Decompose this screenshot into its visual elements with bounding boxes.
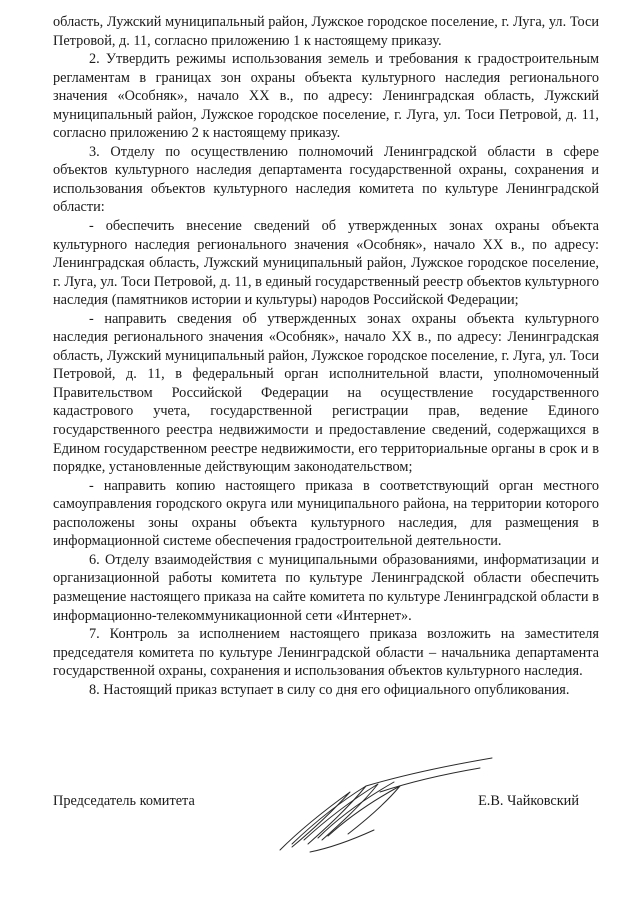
- paragraph: 2. Утвердить режимы использования земель и требования к градостроительным регламентам в границах зон охраны объекта культурного наследия регионального значения «Особняк», начало XX в., по адресу: Ленинградская область, Лужский муниципальный район, Лужское городское поселение, г. Луга, ул. Тоси Петровой, д. 11, согласно приложению 2 к настоящему приказу.: [53, 51, 599, 142]
- document-body: [53, 13, 599, 699]
- paragraph: область, Лужский муниципальный район, Лужское городское поселение, г. Луга, ул. Тоси Петровой, д. 11, согласно приложению 1 к настоящему приказу.: [53, 14, 599, 49]
- paragraph: 8. Настоящий приказ вступает в силу со дня его официального опубликования.: [89, 681, 570, 698]
- paragraph: 6. Отделу взаимодействия с муниципальными образованиями, информатизации и организационной работы комитета по культуре Ленинградской области обеспечить размещение настоящего приказа на сайте комитета по культуре Ленинградской области в информационно-телекоммуникационной сети «Интернет».: [53, 551, 599, 624]
- paragraph: - направить сведения об утвержденных зонах охраны объекта культурного наследия регионального значения «Особняк», начало XX в., по адресу: Ленинградская область, Лужский муниципальный район, Лужское городское поселение, г. Луга, ул. Тоси Петровой, д. 11, в федеральный орган исполнительной власти, уполномоченный Правительством Российской Федерации на осуществление государственного кадастрового учета, государственной регистрации прав, ведение Единого государственного реестра недвижимости и предоставление сведений, содержащихся в Едином государственном реестре недвижимости, его территориальные органы в срок и в порядке, установленные действующим законодательством;: [53, 310, 599, 476]
- signature-block: [53, 793, 599, 817]
- paragraph: - обеспечить внесение сведений об утвержденных зонах охраны объекта культурного наследия регионального значения «Особняк», начало XX в., по адресу: Ленинградская область, Лужский муниципальный район, Лужское городское поселение, г. Луга, ул. Тоси Петровой, д. 11, в единый государственный реестр объектов культурного наследия (памятников истории и культуры) народов Российской Федерации;: [53, 218, 599, 309]
- paragraph: 3. Отделу по осуществлению полномочий Ленинградской области в сфере объектов культурного наследия департамента государственной охраны, сохранения и использования объектов культурного наследия комитета по культуре Ленинградской области:: [53, 143, 599, 216]
- position-title: Председатель комитета: [53, 793, 195, 809]
- paragraph: - направить копию настоящего приказа в соответствующий орган местного самоуправления городского округа или муниципального района, на территории которого расположены зоны охраны объекта культурного наследия, для размещения в информационной системе обеспечения градостроительной деятельности.: [53, 477, 599, 550]
- paragraph: 7. Контроль за исполнением настоящего приказа возложить на заместителя председателя комитета по культуре Ленинградской области – начальника департамента государственной охраны, сохранения и использования объектов культурного наследия.: [53, 626, 599, 680]
- signer-name: Е.В. Чайковский: [478, 793, 579, 809]
